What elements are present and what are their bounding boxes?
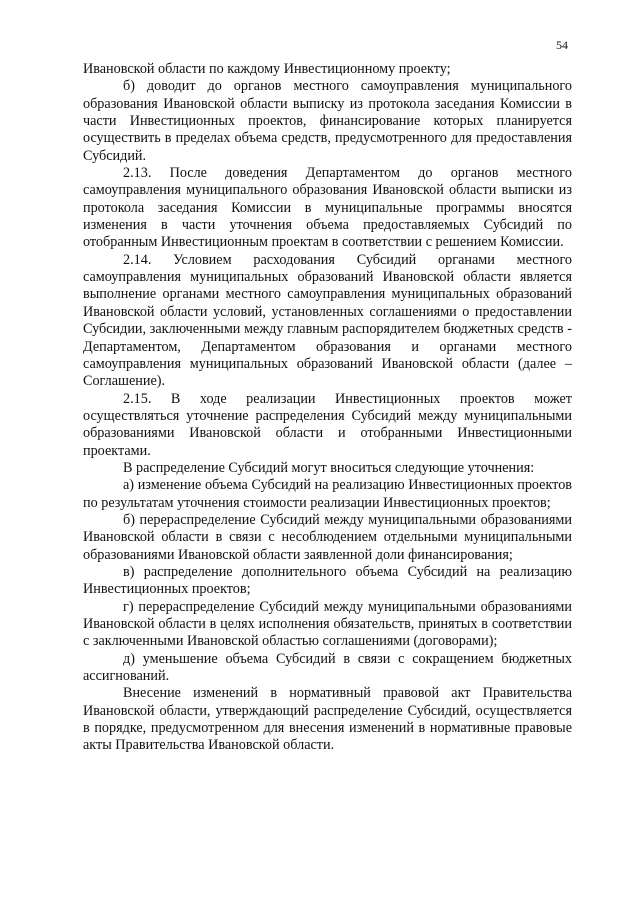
- document-body: [83, 61, 572, 755]
- page-number: 54: [556, 38, 568, 52]
- paragraph: б) перераспределение Субсидий между муниципальными образованиями Ивановской области в связи с несоблюдением отдельными муниципальными образованиями Ивановской области заявленной доли финансирования;: [83, 511, 572, 563]
- paragraph: В распределение Субсидий могут вноситься следующие уточнения:: [123, 459, 535, 476]
- paragraph: Ивановской области по каждому Инвестиционному проекту;: [83, 61, 451, 77]
- paragraph: д) уменьшение объема Субсидий в связи с сокращением бюджетных ассигнований.: [83, 650, 572, 685]
- paragraph: 2.13. После доведения Департаментом до органов местного самоуправления муниципального образования Ивановской области выписки из протокола заседания Комиссии в муниципальные программы вносятся изменения в части уточнения объема предоставляемых Субсидий по отобранным Инвестиционным проектам в соответствии с решением Комиссии.: [83, 165, 572, 251]
- paragraph: 2.15. В ходе реализации Инвестиционных проектов может осуществляться уточнение распределения Субсидий между муниципальными образованиями Ивановской области и отобранными Инвестиционными проектами.: [83, 390, 572, 459]
- paragraph: а) изменение объема Субсидий на реализацию Инвестиционных проектов по результатам уточнения стоимости реализации Инвестиционных проектов;: [83, 477, 572, 511]
- paragraph: Внесение изменений в нормативный правовой акт Правительства Ивановской области, утверждающий распределение Субсидий, осуществляется в порядке, предусмотренном для внесения изменений в нормативные правовые акты Правительства Ивановской области.: [83, 685, 572, 754]
- paragraph: б) доводит до органов местного самоуправления муниципального образования Ивановской области выписку из протокола заседания Комиссии в части Инвестиционных проектов, финансирование которых планируется осуществить в пределах объема средств, предусмотренного для предоставления Субсидий.: [83, 78, 572, 164]
- paragraph: г) перераспределение Субсидий между муниципальными образованиями Ивановской области в целях исполнения обязательств, принятых в соответствии с заключенными Ивановской областью соглашениями (договорами);: [83, 598, 572, 650]
- paragraph: 2.14. Условием расходования Субсидий органами местного самоуправления муниципальных образований Ивановской области является выполнение органами местного самоуправления муниципальных образований Ивановской области условий, установленных соглашениями о предоставлении Субсидии, заключенными между главным распорядителем бюджетных средств - Департаментом, Департаментом образования и органами местного самоуправления муниципальных образований Ивановской области (далее – Соглашение).: [83, 251, 572, 390]
- paragraph: в) распределение дополнительного объема Субсидий на реализацию Инвестиционных проектов;: [83, 563, 572, 598]
